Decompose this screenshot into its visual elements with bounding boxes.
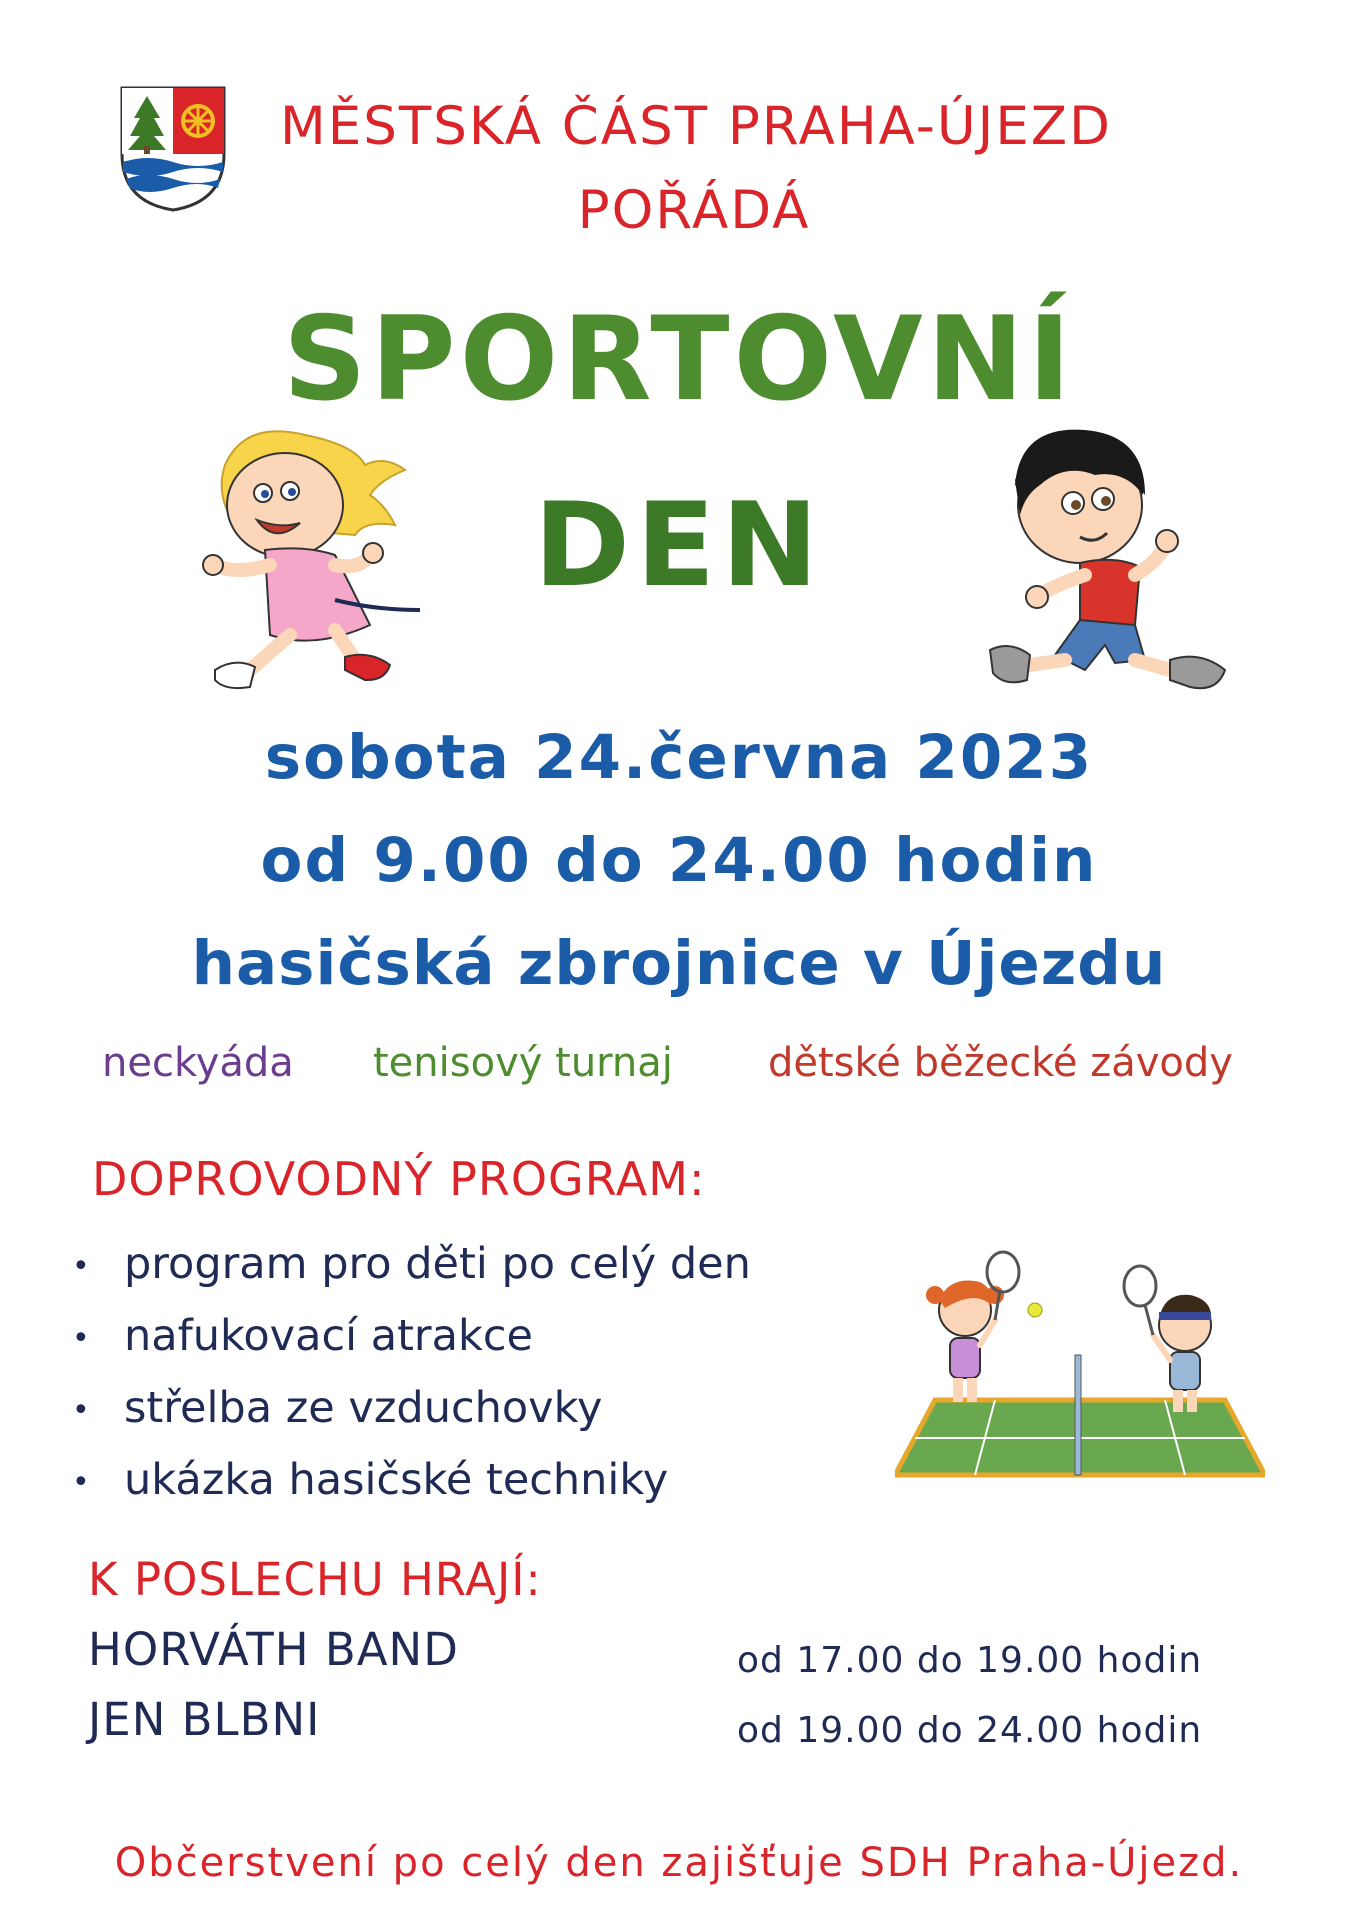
band-name: HORVÁTH BAND [88, 1623, 459, 1676]
program-item-1 [72, 1228, 751, 1300]
program-item-4 [72, 1444, 751, 1516]
organizer-title: MĚSTSKÁ ČÁST PRAHA-ÚJEZD [280, 96, 1112, 157]
band-time: od 17.00 do 19.00 hodin [737, 1640, 1203, 1681]
event-title-line-1: SPORTOVNÍ [283, 292, 1075, 427]
kids-playing-tennis-illustration [895, 1250, 1265, 1480]
program-item-label: ukázka hasičské techniky [124, 1455, 669, 1505]
organizer-subtitle: POŘÁDÁ [577, 180, 811, 241]
program-heading: DOPROVODNÝ PROGRAM: [92, 1152, 706, 1206]
refreshments-note: Občerstvení po celý den zajišťuje SDH Praha-Újezd. [114, 1840, 1244, 1886]
event-date: sobota 24.června 2023 [264, 722, 1094, 793]
running-girl-illustration [195, 425, 430, 695]
event-title-line-2: DEN [533, 478, 825, 613]
bullet-icon: • [72, 1320, 90, 1356]
music-heading: K POSLECHU HRAJÍ: [88, 1553, 542, 1606]
program-item-label: program pro děti po celý den [124, 1239, 751, 1289]
program-item-2 [72, 1300, 751, 1372]
program-item-label: střelba ze vzduchovky [124, 1383, 603, 1433]
program-item-3 [72, 1372, 751, 1444]
activity-3: dětské běžecké závody [768, 1040, 1233, 1086]
band-name: JEN BLBNI [88, 1693, 321, 1746]
program-item-label: nafukovací atrakce [124, 1311, 533, 1361]
bullet-icon: • [72, 1392, 90, 1428]
bullet-icon: • [72, 1248, 90, 1284]
running-boy-illustration [985, 425, 1235, 700]
band-time: od 19.00 do 24.00 hodin [737, 1710, 1203, 1751]
activity-1: neckyáda [102, 1040, 294, 1086]
event-place: hasičská zbrojnice v Újezdu [191, 928, 1167, 999]
bullet-icon: • [72, 1464, 90, 1500]
program-list [72, 1228, 751, 1516]
event-time: od 9.00 do 24.00 hodin [260, 825, 1098, 896]
activity-2: tenisový turnaj [373, 1040, 673, 1086]
